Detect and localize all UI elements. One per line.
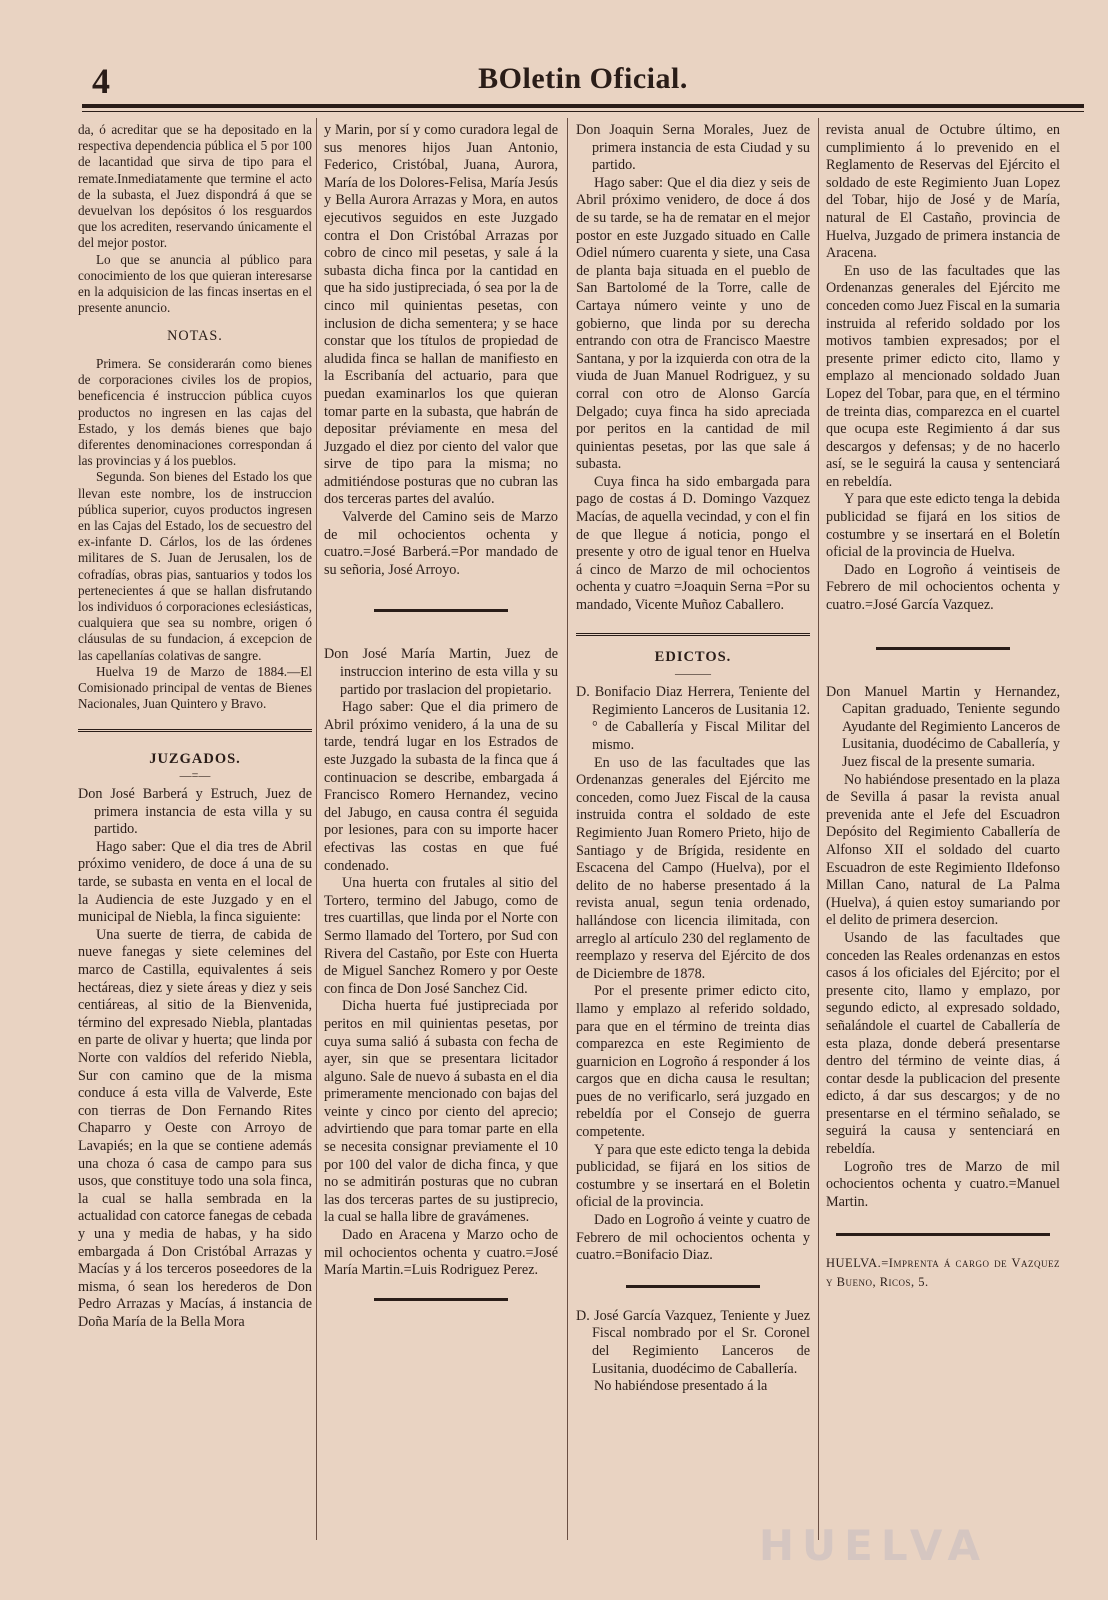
signature: Dado en Aracena y Marzo ocho de mil ochocientos ochenta y cuatro.=José María Martin.=Luis Rodriguez Perez. xyxy=(324,1227,558,1279)
separator xyxy=(576,633,810,639)
paragraph: En uso de las facultades que las Ordenanzas generales del Ejército me conceden como Juez Fiscal en la sumaria instruida al referido soldado por los motivos tambien expresados; por el presente primer edicto cito, llamo y emplazo al mencionado soldado Juan Lopez del Tobar, para que, en el término de treinta dias, comparezca en el cuartel que ocupa este Regimiento á dar sus descargos y defensas; y de no hacerlo así, se le seguirá la causa y sentenciará en rebeldía. xyxy=(826,262,1061,490)
judge-name: Don Joaquin Serna Morales, Juez de primera instancia de esta Ciudad y su partido. xyxy=(576,122,810,174)
page-header xyxy=(88,60,1078,102)
paragraph: Y para que este edicto tenga la debida publicidad, se fijará en los sitios de costumbre y se insertará en el Boletin oficial de la provincia. xyxy=(576,1141,810,1211)
paragraph: No habiéndose presentado á la xyxy=(594,1378,768,1395)
paragraph: Cuya finca ha sido embargada para pago de costas á D. Domingo Vazquez Macías, de aquella vecindad, y con el fin de que llegue á noticia, pongo el presente y otro de igual tenor en Huelva á cinco de Marzo de mil ochocientos ochenta y cuatro =Joaquin Serna =Por su mandado, Vicente Muñoz Caballero. xyxy=(576,473,810,614)
paragraph: Hago saber: Que el dia tres de Abril próximo venidero, de doce á una de su tarde, se subasta en venta en el local de la Audiencia de este Juzgado y en el municipal de Niebla, la finca siguiente: xyxy=(78,838,312,926)
judge-name: Don José María Martin, Juez de instruccion interino de esta villa y su partido por traslacion del propietario. xyxy=(324,646,558,698)
officer-name: D. Bonifacio Diaz Herrera, Teniente del Regimiento Lanceros de Lusitania 12.° de Caballería y Fiscal Militar del mismo. xyxy=(576,684,810,753)
header-rule xyxy=(82,104,1084,108)
ornament: —=— xyxy=(179,768,211,783)
separator xyxy=(374,609,508,612)
signature: Huelva 19 de Marzo de 1884.—El Comisionado principal de ventas de Bienes Nacionales, Juan Quintero y Bravo. xyxy=(78,663,312,712)
column-divider xyxy=(316,118,317,1540)
column-1 xyxy=(78,122,312,1332)
paragraph: Dicha huerta fué justipreciada por peritos en mil quinientas pesetas, por cuya suma salió á subasta con fecha de ayer, sin que se presentara licitador alguno. Sale de nuevo á subasta en el dia primeramente mencionado con bajas del veinte y cinco por ciento del aprecio; advirtiendo que para tomar parte en ella se necesita consignar previamente el 10 por 100 del valor de dicha finca, y que no se admitirán posturas que no cubran las dos terceras partes de su justiprecio, la cual se halla libre de gravámenes. xyxy=(324,998,558,1226)
signature: Dado en Logroño á veinte y cuatro de Febrero de mil ochocientos ochenta y cuatro.=Bonifacio Diaz. xyxy=(576,1212,810,1264)
paragraph: En uso de las facultades que las Ordenanzas generales del Ejército me conceden, como Juez Fiscal de la causa instruida contra el soldado de este Regimiento Juan Romero Prieto, hijo de Santiago y de Brígida, residente en Escacena del Campo (Huelva), por el delito de no haberse presentado á la revista anual, segun tenia ordenado, hallándose con licencia ilimitada, con arreglo al artículo 230 del reglamento de reemplazo y reserva del Ejército de dos de Diciembre de 1878. xyxy=(576,754,810,982)
paragraph: revista anual de Octubre último, en cumplimiento á lo prevenido en el Reglamento de Reservas del Ejército el soldado de este Regimiento Juan Lopez del Tobar, hijo de José y de María, natural de El Castaño, provincia de Huelva, Juzgado de primera instancia de Aracena. xyxy=(826,122,1060,262)
section-heading-edictos: EDICTOS. xyxy=(654,648,732,665)
paragraph: Usando de las facultades que conceden las Reales ordenanzas en estos casos á los oficiales del Ejército; por el presente cito, llamo y emplazo, por segundo edicto, al expresado soldado, señalándole el cuartel de Caballería de esta plaza, donde deberá presentarse dentro del término de veinte dias, á contar desde la publicacion del presente edicto, á dar sus descargos; y de no presentarse en el término señalado, se seguirá la causa y sentenciará en rebeldía. xyxy=(826,929,1060,1158)
officer-name: D. José García Vazquez, Teniente y Juez Fiscal nombrado por el Sr. Coronel del Regimiento Lanceros de Lusitania, duodécimo de Caballería. xyxy=(576,1307,810,1377)
paragraph: Por el presente primer edicto cito, llamo y emplazo al referido soldado, para que en el término de treinta dias comparezca en este Regimiento de guarnicion en Logroño á responder á los cargos que en dicha causa le resultan; pues de no verificarlo, será juzgado en rebeldía por el Consejo de guerra competente. xyxy=(576,983,810,1141)
column-divider xyxy=(567,118,568,1540)
paragraph: Una huerta con frutales al sitio del Tortero, termino del Jabugo, como de tres cuartillas, que linda por el Norte con Sermo llamado del Tortero, por Sud con Rivera del Castaño, por Este con Huerta de Miguel Sanchez Romero y por Oeste con finca de Don José Sanchez Cid. xyxy=(324,875,558,997)
column-3 xyxy=(576,122,810,1396)
header-rule-thin xyxy=(82,111,1084,112)
paragraph: Y para que este edicto tenga la debida publicidad se fijará en los sitios de costumbre y se insertará en el Boletín oficial de la provincia de Huelva. xyxy=(826,491,1060,561)
paragraph: Una suerte de tierra, de cabida de nueve fanegas y siete celemines del marco de Castilla, equivalentes á seis hectáreas, diez y siete áreas y diez y seis centiáreas, al sitio de la Bienvenida, término del expresado Niebla, plantadas en parte de olivar y huerta; que linda por Norte con valdíos del referido Niebla, Sur con camino que de la misma conduce á esta villa de Valverde, Este con tierras de Don Fernando Rites Chaparro y Oeste con Arroyo de Lavapiés; en la que se contiene además una choza ó casa de campo para sus usos, que constituye todo una sola finca, la cual se halla sembrada en la actualidad con catorce fanegas de cebada y una y media de habas, y ha sido embargada á Don Cristóbal Arrazas y Macías y á los terceros poseedores de la misma, ó sean los herederos de Don Pedro Arrazas y Macías, á instancia de Doña María de la Bella Mora xyxy=(78,926,312,1330)
paragraph: y Marin, por sí y como curadora legal de sus menores hijos Juan Antonio, Federico, Cristóbal, Juana, Aurora, María de los Dolores-Felisa, María Jesús y Bella Aurora Arrazas y Mora, en autos ejecutivos seguidos en este Juzgado contra el Don Cristóbal Arrazas por cobro de cinco mil pesetas, y sale á la subasta dicha finca por la cantidad en que ha sido justipreciada, ó sea por la de cinco mil quinientas pesetas, con inclusion de dicha sementera; y se hace constar que los títulos de propiedad de aludida finca se hallan de manifiesto en la Escribanía del actuario, para que puedan examinarlos los que quieran tomar parte en la subasta, que habrán de depositar préviamente en mesa del Juzgado el diez por ciento del valor que sirve de tipo para la misma; no admitiéndose posturas que no cubran las dos terceras partes del avalúo. xyxy=(324,122,558,508)
section-heading-juzgados: JUZGADOS. xyxy=(149,750,241,767)
column-2 xyxy=(324,122,558,1319)
separator xyxy=(876,647,1010,650)
column-4 xyxy=(826,122,1060,1292)
page-title: BOletin Oficial. xyxy=(478,62,688,95)
paragraph: No habiéndose presentado en la plaza de Sevilla á pasar la revista anual prevenida ante el Jefe del Escuadron Depósito del Regimiento Caballería de Alfonso XII el soldado del cuarto Escuadron de este Regimiento Ildefonso Millan Cano, natural de La Palma (Huelva), á quien estoy sumariando por el delito de primera desercion. xyxy=(826,771,1060,929)
paragraph: Hago saber: Que el dia primero de Abril próximo venidero, á la una de su tarde, tendrá lugar en los Estrados de este Juzgado la subasta de la finca que á continuacion se describe, embargada á Francisco Romero Hernandez, vecino del Jabugo, en causa contra él seguida por lesiones, para con su importe hacer efectivas las costas en que fué condenado. xyxy=(324,699,558,874)
paragraph: da, ó acreditar que se ha depositado en la respectiva dependencia pública el 5 por 100 de lacantidad que sirva de tipo para el remate.Inmediatamente que termine el acto de la subasta, el Juez dispondrá á que se devuelvan los depósitos ó los resguardos que los acrediten, reservando únicamente el del mejor postor. xyxy=(78,122,312,251)
separator xyxy=(78,729,312,735)
separator xyxy=(374,1298,508,1301)
signature: Dado en Logroño á veintiseis de Febrero de mil ochocientos ochenta y cuatro.=José García Vazquez. xyxy=(826,561,1060,614)
paragraph: Segunda. Son bienes del Estado los que llevan este nombre, los de instruccion pública superior, cuyos productos ingresen en las Cajas del Estado, los de secuestro del ex-infante D. Cárlos, los de las órdenes militares de S. Juan de Jerusalen, los de cofradías, obras pias, santuarios y todos los pertenecientes á que se hallan disfrutando los individuos ó corporaciones eclesiásticas, cualquiera que sea su nombre, origen ó cláusulas de su fundacion, á excepcion de las capellanías colativas de sangre. xyxy=(78,469,312,663)
signature: Logroño tres de Marzo de mil ochocientos ochenta y cuatro.=Manuel Martin. xyxy=(826,1158,1060,1210)
paragraph: Hago saber: Que el dia diez y seis de Abril próximo venidero, de doce á dos de su tarde, se ha de rematar en el mejor postor en este Juzgado situado en Calle Odiel número cuarenta y siete, una Casa de planta baja situada en el pueblo de San Bartolomé de la Torre, calle de Cartaya número veinte y uno de gobierno, que linda por su derecha entrando con otra de Francisco Maestre Santana, y por la izquierda con otra de la viuda de Juan Manuel Rodriguez, y su corral con otro de Alonso García Delgado; cuya finca ha sido apreciada por peritos en la cantidad de mil quinientas pesetas, por las que sale á subasta. xyxy=(576,174,810,473)
separator xyxy=(836,1233,1050,1236)
ornament: ——— xyxy=(675,666,711,681)
separator xyxy=(626,1285,760,1288)
column-divider xyxy=(818,118,819,1540)
section-heading-notas: NOTAS. xyxy=(167,328,223,345)
judge-name: Don José Barberá y Estruch, Juez de primera instancia de esta villa y su partido. xyxy=(78,786,312,838)
page-number: 4 xyxy=(92,61,110,101)
paragraph: Primera. Se considerarán como bienes de corporaciones civiles los de propios, beneficencia é instruccion pública cuyos productos no ingresen en las cajas del Estado, y los demás bienes que bajo diferentes denominaciones correspondan á las provincias y á los pueblos. xyxy=(78,356,312,469)
officer-name: Don Manuel Martin y Hernandez, Capitan graduado, Teniente segundo Ayudante del Regimiento Lanceros de Lusitania, duodécimo de Caballería, y Juez fiscal de la presente sumaria. xyxy=(826,683,1060,770)
archive-watermark: HUELVA xyxy=(758,1521,988,1570)
paragraph: Lo que se anuncia al público para conocimiento de los que quieran interesarse en la adquisicion de las fincas insertas en el presente anuncio. xyxy=(78,251,312,316)
imprint: HUELVA.=Imprenta á cargo de Vazquez y Bueno, Ricos, 5. xyxy=(826,1256,1060,1290)
signature: Valverde del Camino seis de Marzo de mil ochocientos ochenta y cuatro.=José Barberá.=Por mandado de su señoria, José Arroyo. xyxy=(324,509,558,578)
